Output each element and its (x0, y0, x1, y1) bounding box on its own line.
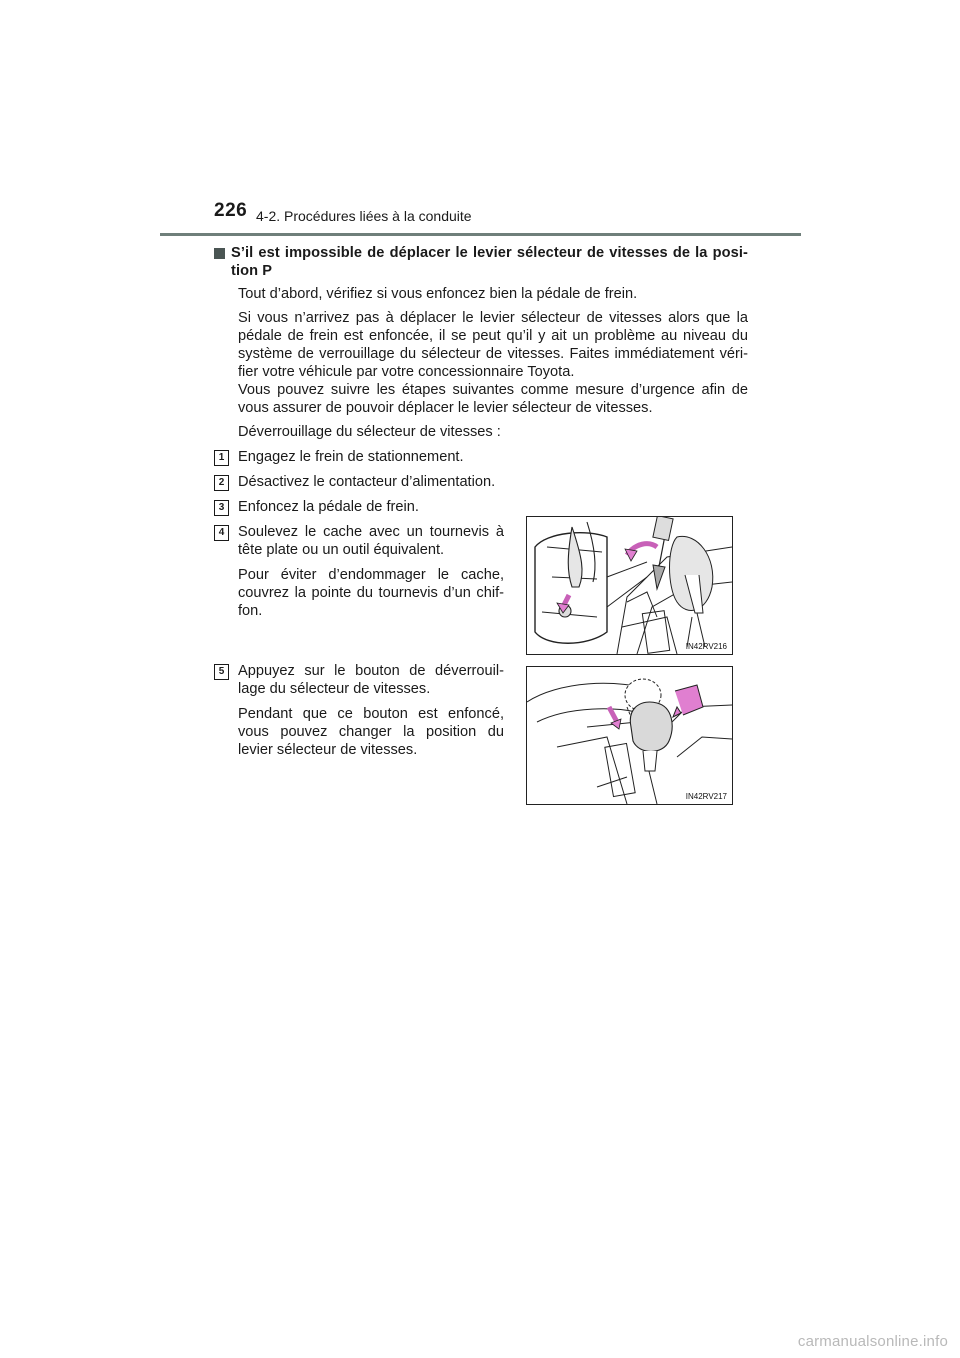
figure-code-1: IN42RV216 (685, 642, 727, 651)
figure-screwdriver-cover (526, 516, 733, 655)
step-1 (218, 448, 748, 466)
step-number-1: 1 (214, 450, 229, 466)
header-divider (160, 233, 801, 236)
section-heading (214, 244, 748, 280)
step-number-3: 3 (214, 500, 229, 516)
step-5-note: Pendant que ce bouton est enfoncé, vous pouvez changer la position du levier sélecteur de vitesses. (238, 706, 504, 758)
step-5-text: Appuyez sur le bouton de déverrouil-lage du sélecteur de vitesses. (238, 663, 504, 697)
intro-paragraph-3-text: Vous pouvez suivre les étapes suivantes comme mesure d’urgence afin de vous assurer de pouvoir déplacer le levier sélecteur de vitesses. (238, 382, 748, 416)
section-heading-text: S’il est impossible de déplacer le levier sélecteur de vitesses de la posi-tion P (231, 245, 748, 279)
step-number-2: 2 (214, 475, 229, 491)
figure-code-2: IN42RV217 (685, 792, 727, 801)
step-number-5: 5 (214, 664, 229, 680)
step-5-content (238, 662, 504, 759)
figure-shift-release-button (526, 666, 733, 805)
step-4-text: Soulevez le cache avec un tournevis à tête plate ou un outil équivalent. (238, 524, 504, 558)
heading-square-icon (214, 248, 225, 259)
steps-intro: Déverrouillage du sélecteur de vitesses : (238, 424, 501, 440)
step-2-text: Désactivez le contacteur d’alimentation. (238, 474, 496, 490)
page-number: 226 (214, 200, 248, 221)
step-1-text: Engagez le frein de stationnement. (238, 449, 464, 465)
step-number-4: 4 (214, 525, 229, 541)
intro-paragraph-1: Tout d’abord, vérifiez si vous enfoncez bien la pédale de frein. (238, 286, 638, 302)
screwdriver-illustration (527, 517, 732, 654)
step-2 (218, 473, 748, 491)
watermark: carmanualsonline.info (797, 1333, 948, 1350)
shift-release-illustration (527, 667, 732, 804)
step-3 (218, 498, 748, 516)
intro-paragraph-2-text: Si vous n’arrivez pas à déplacer le levier sélecteur de vitesses alors que la pédale de frein est enfoncée, il se peut qu’il y ait un problème au niveau du système de verrouillage du sélecteur de vitesses. Faites immédiatement véri-fier votre véhicule par votre concessionnaire Toyota. (238, 310, 748, 380)
intro-paragraph-2 (238, 309, 748, 417)
step-4-content (238, 523, 504, 620)
step-3-text: Enfoncez la pédale de frein. (238, 499, 419, 515)
chapter-title: 4-2. Procédures liées à la conduite (256, 208, 472, 224)
step-4-note: Pour éviter d’endommager le cache, couvrez la pointe du tournevis d’un chif-fon. (238, 567, 504, 619)
